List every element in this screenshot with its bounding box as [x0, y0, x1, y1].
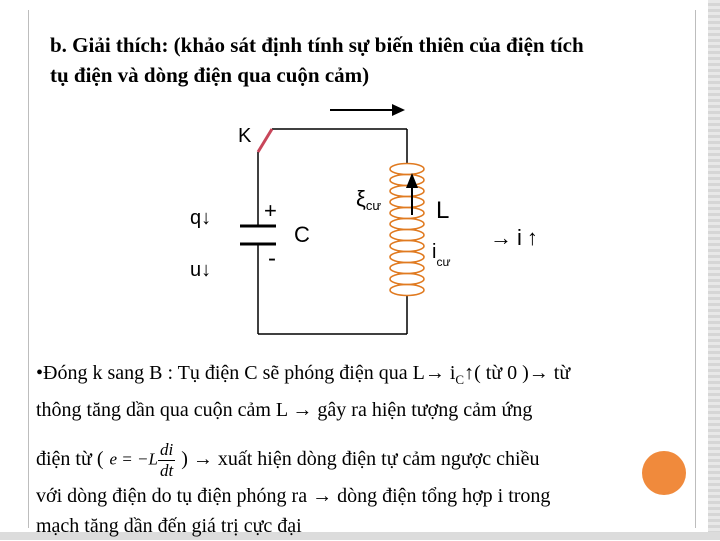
induced-current-label: $i_{cư}$	[432, 241, 451, 269]
up-arrow-icon: ↑	[526, 225, 538, 250]
plus-sign: +	[264, 198, 277, 223]
self-induction-formula: e = −L $\frac{di}{dt}$	[109, 440, 174, 480]
heading-line-1: b. Giải thích: (khảo sát định tính sự biến thiên của điện tích	[50, 33, 584, 57]
explanation-paragraph-1: •Đóng k sang B : Tụ điện C sẽ phóng điện qua $L\to i_C↑$( từ 0 )→ từ thông tăng dần qua cuộn cảm L → gây ra hiện tượng cảm ứng	[36, 362, 571, 421]
total-current-label: → i ↑	[490, 225, 538, 250]
down-arrow-icon: ↓	[201, 259, 212, 281]
capacitor-label: C	[294, 222, 310, 247]
up-arrow-icon: ↑	[464, 362, 475, 384]
decorative-orange-dot	[642, 451, 686, 495]
right-arrow-icon: →	[424, 362, 445, 384]
down-arrow-icon: ↓	[201, 207, 212, 229]
right-arrow-icon: →	[292, 399, 313, 421]
flux-direction-arrow	[330, 104, 405, 116]
charge-label: q↓	[190, 207, 212, 229]
right-arrow-icon: →	[312, 485, 333, 507]
self-induced-emf-label: ξcư	[356, 186, 382, 213]
right-arrow-icon: →	[192, 448, 213, 471]
inductor-coil	[390, 164, 424, 296]
bullet: •	[36, 362, 44, 384]
voltage-label: u↓	[190, 259, 212, 281]
heading-line-2: tụ điện và dòng điện qua cuộn cảm)	[50, 63, 370, 87]
inductor-label: L	[436, 197, 450, 224]
explanation-paragraph-2: điện từ ( e = −L $\frac{di}{dt}$ ) → xuất hiện dòng điện tự cảm ngược chiều với dòng điện do tụ điện phóng ra → dòng điện tổng hợp i trong mạch tăng dần đến giá trị cực đại	[36, 440, 551, 537]
minus-sign: -	[268, 245, 276, 272]
switch-k	[258, 129, 272, 152]
right-arrow-icon: →	[490, 225, 512, 250]
switch-label: K	[238, 125, 252, 147]
right-arrow-icon: →	[528, 362, 549, 384]
